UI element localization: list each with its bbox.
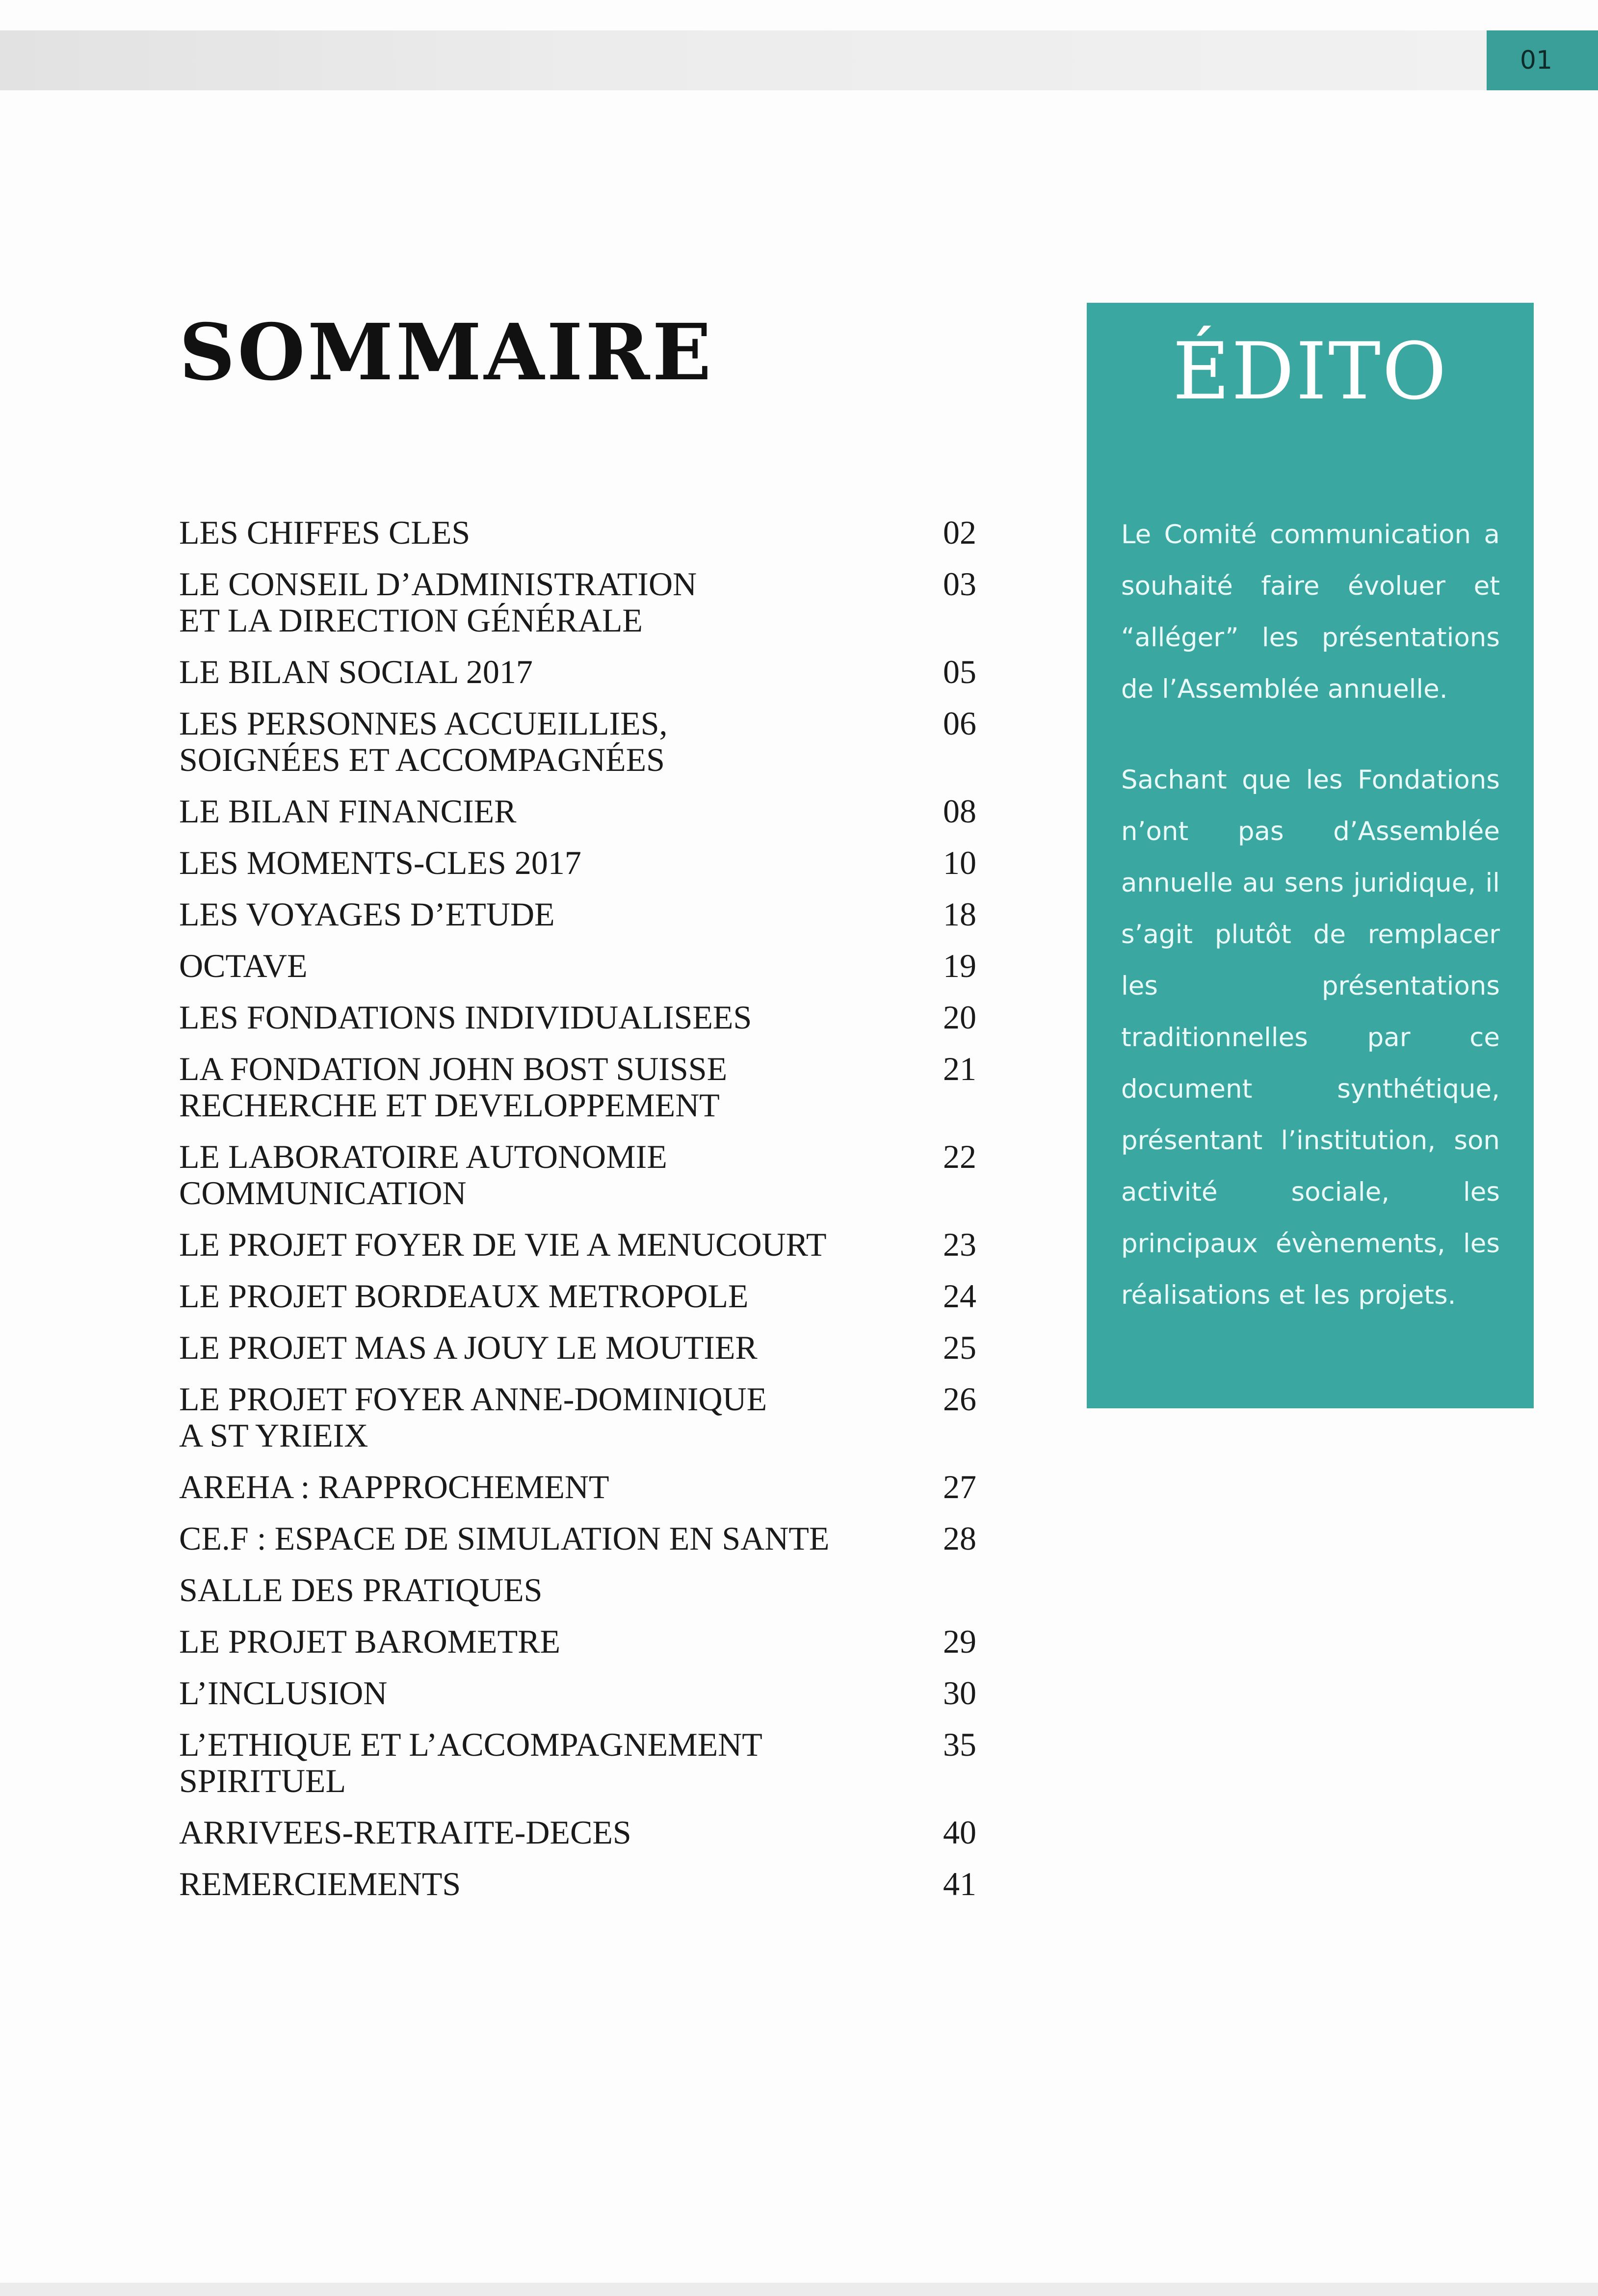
toc-entry-page: 40 (943, 1814, 976, 1851)
footer-band (0, 2283, 1598, 2296)
toc-entry-page: 18 (943, 896, 976, 933)
toc-entry-title: SALLE DES PRATIQUES (179, 1571, 543, 1609)
toc-entry-page: 19 (943, 947, 976, 984)
toc-entry[interactable] (179, 1866, 989, 1902)
sommaire-title: SOMMAIRE (179, 307, 714, 398)
toc-entry[interactable] (179, 1675, 989, 1711)
toc-entry-page: 29 (943, 1623, 976, 1660)
toc-entry-title: LE BILAN FINANCIER (179, 792, 517, 830)
toc-entry[interactable] (179, 999, 989, 1035)
toc-entry[interactable] (179, 1381, 989, 1453)
toc-entry-title: CE.F : ESPACE DE SIMULATION EN SANTE (179, 1520, 830, 1557)
toc-entry-title: L’ETHIQUE ET L’ACCOMPAGNEMENT SPIRITUEL (179, 1726, 762, 1799)
toc-entry-page: 02 (943, 514, 976, 551)
edito-paragraph: Sachant que les Fondations n’ont pas d’Assemblée annuelle au sens juridique, il s’agit plutôt de remplacer les présentations traditionnelles par ce document synthétique, présentant l’institution, son activité sociale, les principaux évènements, les réalisations et les projets. (1121, 765, 1500, 1310)
toc-entry-page: 28 (943, 1520, 976, 1557)
toc-entry[interactable] (179, 1469, 989, 1505)
toc-entry-page: 06 (943, 705, 976, 742)
toc-entry-title: AREHA : RAPPROCHEMENT (179, 1468, 609, 1505)
toc-entry[interactable] (179, 566, 989, 638)
toc-entry-page: 03 (943, 565, 976, 603)
toc-entry-title: LE CONSEIL D’ADMINISTRATION ET LA DIRECTION GÉNÉRALE (179, 565, 697, 639)
toc-entry-title: OCTAVE (179, 947, 308, 984)
toc-entry[interactable] (179, 1226, 989, 1263)
toc-entry[interactable] (179, 514, 989, 551)
toc-entry[interactable] (179, 705, 989, 778)
toc-entry-title: LE PROJET FOYER DE VIE A MENUCOURT (179, 1226, 827, 1263)
toc-entry-title: ARRIVEES-RETRAITE-DECES (179, 1814, 631, 1851)
toc-entry-page: 10 (943, 844, 976, 881)
toc-entry-title: LE PROJET FOYER ANNE-DOMINIQUE A ST YRIEIX (179, 1380, 767, 1454)
edito-title: ÉDITO (1172, 325, 1448, 417)
toc-entry-title: LE LABORATOIRE AUTONOMIE COMMUNICATION (179, 1138, 667, 1212)
page-number: 01 (1519, 46, 1553, 75)
toc-entry-title: LE BILAN SOCIAL 2017 (179, 653, 533, 690)
toc-entry-title: LES CHIFFES CLES (179, 514, 471, 551)
toc-entry-page: 22 (943, 1138, 976, 1175)
header-band (0, 30, 1487, 90)
page-number-tab (1487, 30, 1598, 90)
edito-body (1121, 509, 1500, 1360)
toc-entry-page: 30 (943, 1674, 976, 1712)
toc-entry[interactable] (179, 948, 989, 984)
toc-entry-page: 25 (943, 1329, 976, 1366)
toc-entry[interactable] (179, 1051, 989, 1123)
toc-entry-title: LE PROJET BORDEAUX METROPOLE (179, 1277, 749, 1315)
toc-entry-title: L’INCLUSION (179, 1674, 388, 1712)
toc-entry-title: LA FONDATION JOHN BOST SUISSE RECHERCHE ET DEVELOPPEMENT (179, 1050, 728, 1124)
table-of-contents (179, 514, 989, 1917)
edito-panel (1087, 303, 1534, 1408)
toc-entry-page: 27 (943, 1468, 976, 1505)
toc-entry[interactable] (179, 793, 989, 829)
toc-entry[interactable] (179, 1138, 989, 1211)
toc-entry[interactable] (179, 1329, 989, 1366)
toc-entry-page: 26 (943, 1380, 976, 1418)
toc-entry-title: REMERCIEMENTS (179, 1865, 461, 1902)
toc-entry-page: 20 (943, 999, 976, 1036)
toc-entry-title: LES FONDATIONS INDIVIDUALISEES (179, 999, 752, 1036)
toc-entry[interactable] (179, 1623, 989, 1660)
toc-entry-page: 41 (943, 1865, 976, 1902)
toc-entry-page: 35 (943, 1726, 976, 1763)
toc-entry[interactable] (179, 654, 989, 690)
toc-entry-page: 05 (943, 653, 976, 690)
toc-entry-title: LES VOYAGES D’ETUDE (179, 896, 555, 933)
toc-entry-page: 24 (943, 1277, 976, 1315)
toc-entry[interactable] (179, 1278, 989, 1314)
toc-entry[interactable] (179, 845, 989, 881)
toc-entry-title: LE PROJET MAS A JOUY LE MOUTIER (179, 1329, 758, 1366)
toc-entry[interactable] (179, 896, 989, 932)
toc-entry[interactable] (179, 1814, 989, 1850)
toc-entry[interactable] (179, 1572, 989, 1608)
edito-paragraph: Le Comité communication a souhaité faire évoluer et “alléger” les présentations de l’Assemblée annuelle. (1121, 520, 1500, 704)
toc-entry-title: LES MOMENTS-CLES 2017 (179, 844, 581, 881)
toc-entry-page: 23 (943, 1226, 976, 1263)
toc-entry[interactable] (179, 1520, 989, 1557)
toc-entry[interactable] (179, 1726, 989, 1799)
toc-entry-page: 08 (943, 792, 976, 830)
toc-entry-title: LES PERSONNES ACCUEILLIES, SOIGNÉES ET ACCOMPAGNÉES (179, 705, 668, 778)
toc-entry-title: LE PROJET BAROMETRE (179, 1623, 561, 1660)
toc-entry-page: 21 (943, 1050, 976, 1087)
